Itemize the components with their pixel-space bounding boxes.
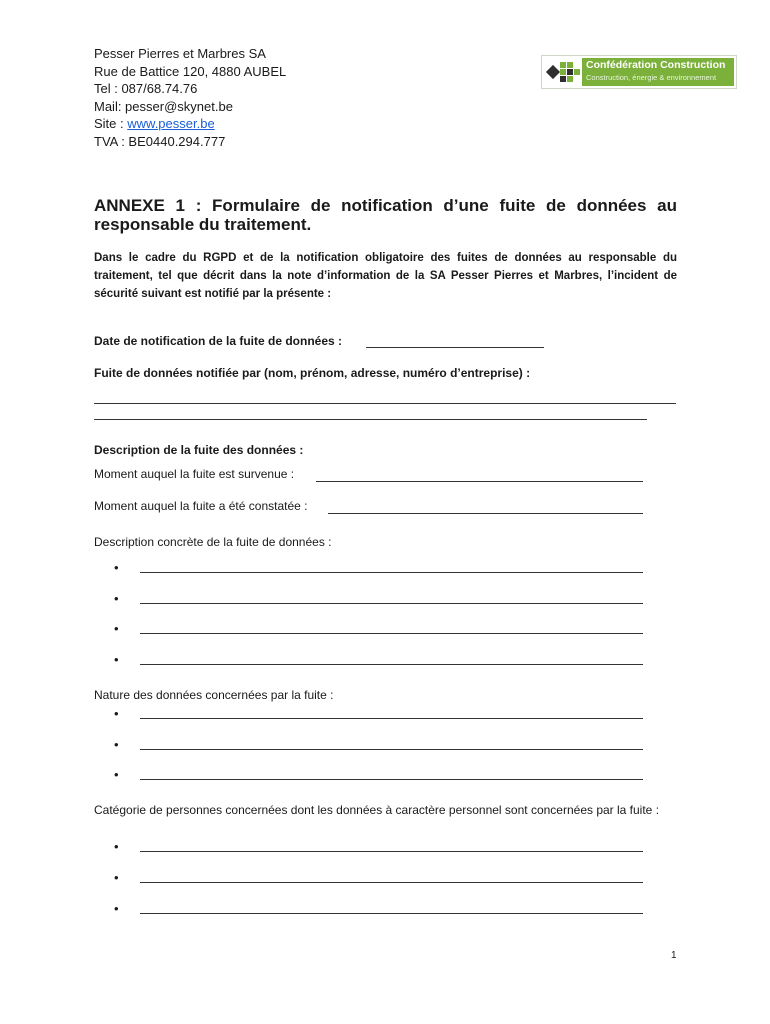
description-line-3[interactable]	[140, 633, 643, 634]
description-line-4[interactable]	[140, 664, 643, 665]
notified-by-line-2[interactable]	[94, 419, 647, 420]
concrete-description-label: Description concrète de la fuite de données :	[94, 535, 332, 549]
intro-paragraph: Dans le cadre du RGPD et de la notification obligatoire des fuites de données au responsable du traitement, tel que décrit dans la note d’information de la SA Pesser Pierres et Marbres, l’incident de sécurité suivant est notifié par la présente :	[94, 252, 677, 300]
logo-mark-icon	[544, 58, 582, 86]
company-name: Pesser Pierres et Marbres SA	[94, 46, 266, 61]
page-number: 1	[671, 950, 677, 961]
bullet: •	[114, 737, 119, 752]
notified-by-label: Fuite de données notifiée par (nom, prénom, adresse, numéro d’entreprise) :	[94, 366, 531, 380]
bullet: •	[114, 591, 119, 606]
category-line-3[interactable]	[140, 913, 643, 914]
bullet: •	[114, 706, 119, 721]
moment-found-field[interactable]	[328, 513, 643, 514]
logo-tagline: Construction, énergie & environnement	[586, 73, 717, 82]
description-heading: Description de la fuite des données :	[94, 443, 304, 457]
company-header	[94, 45, 286, 150]
company-tel: Tel : 087/68.74.76	[94, 81, 198, 96]
nature-line-3[interactable]	[140, 779, 643, 780]
category-line-2[interactable]	[140, 882, 643, 883]
bullet: •	[114, 901, 119, 916]
document-title: ANNEXE 1 : Formulaire de notification d’une fuite de données au responsable du traitement.	[94, 196, 677, 234]
confederation-construction-logo	[541, 55, 737, 89]
bullet: •	[114, 621, 119, 636]
bullet: •	[114, 767, 119, 782]
category-line-1[interactable]	[140, 851, 643, 852]
company-mail: Mail: pesser@skynet.be	[94, 98, 233, 114]
description-line-2[interactable]	[140, 603, 643, 604]
bullet: •	[114, 839, 119, 854]
bullet: •	[114, 870, 119, 885]
notified-by-line-1[interactable]	[94, 403, 676, 404]
moment-occurred-label: Moment auquel la fuite est survenue :	[94, 467, 295, 481]
moment-occurred-field[interactable]	[316, 481, 643, 482]
nature-line-1[interactable]	[140, 718, 643, 719]
date-label: Date de notification de la fuite de données :	[94, 334, 343, 348]
nature-line-2[interactable]	[140, 749, 643, 750]
bullet: •	[114, 652, 119, 667]
bullet: •	[114, 560, 119, 575]
site-link[interactable]: www.pesser.be	[127, 116, 215, 131]
company-tva: TVA : BE0440.294.777	[94, 133, 226, 149]
logo-name: Confédération Construction	[586, 59, 726, 71]
company-site	[94, 115, 286, 133]
moment-found-label: Moment auquel la fuite a été constatée :	[94, 499, 308, 513]
category-label: Catégorie de personnes concernées dont les données à caractère personnel sont concernées par la fuite :	[94, 803, 660, 817]
description-line-1[interactable]	[140, 572, 643, 573]
site-label: Site :	[94, 116, 128, 131]
date-field[interactable]	[366, 347, 544, 348]
company-address: Rue de Battice 120, 4880 AUBEL	[94, 63, 287, 79]
data-nature-label: Nature des données concernées par la fuite :	[94, 688, 334, 702]
